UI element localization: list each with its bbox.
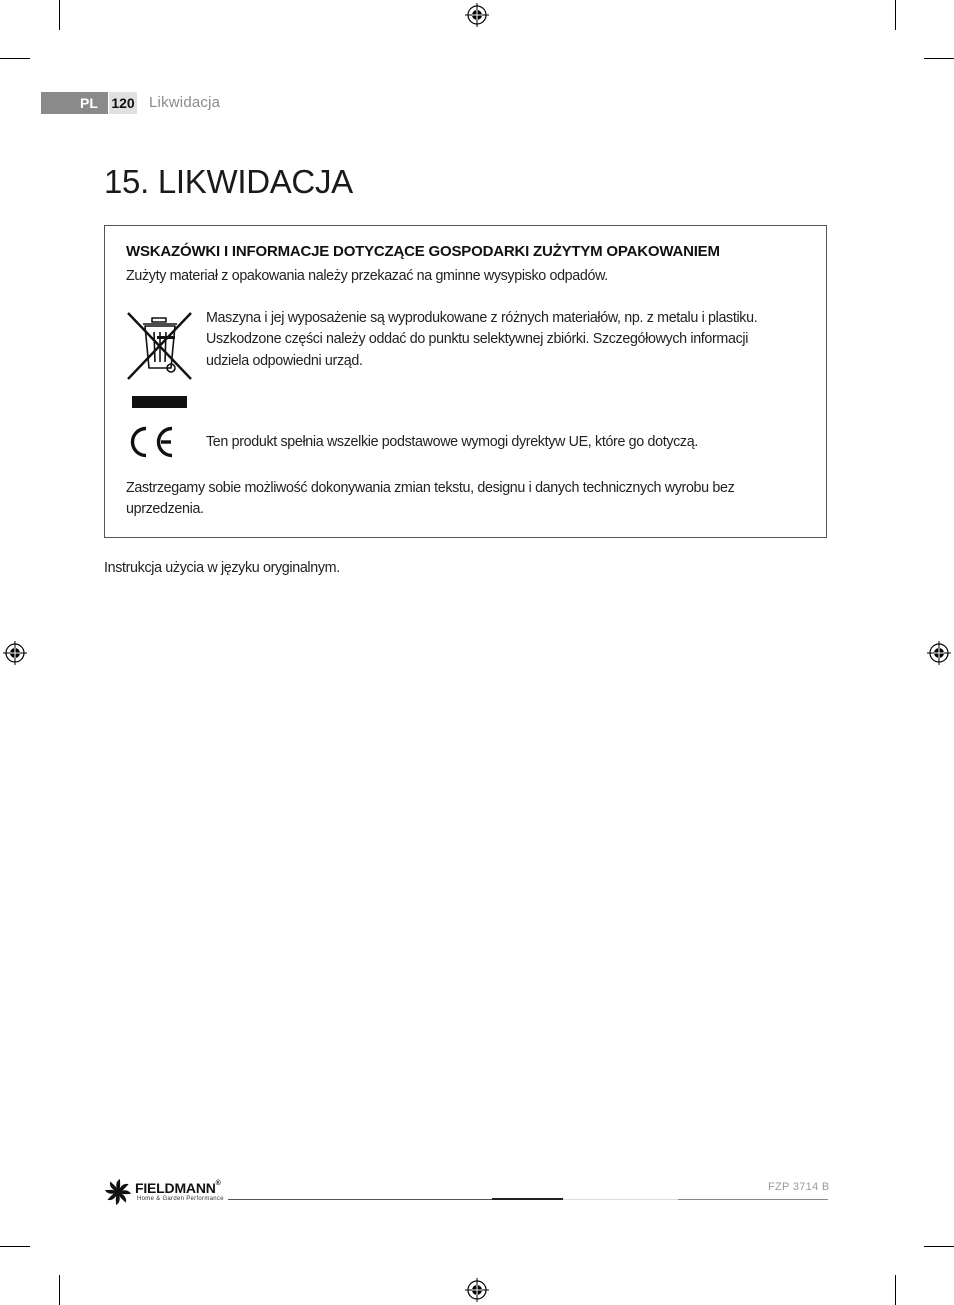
header-language: PL	[80, 95, 98, 111]
registration-mark-icon	[927, 641, 951, 665]
crop-mark	[895, 0, 896, 30]
ce-text: Ten produkt spełnia wszelkie podstawowe wymogi dyrektyw UE, które go dotyczą.	[206, 434, 698, 450]
page-title: 15. LIKWIDACJA	[104, 163, 353, 200]
brand-name	[135, 1180, 221, 1196]
weee-text-line: Maszyna i jej wyposażenie są wyprodukowane z różnych materiałów, np. z metalu i plastiku.	[206, 310, 758, 326]
registration-mark-icon	[465, 3, 489, 27]
brand-tagline: Home & Garden Performance	[137, 1196, 224, 1202]
footer-rule	[492, 1198, 563, 1200]
weee-underline-bar	[132, 396, 187, 408]
crop-mark	[59, 0, 60, 30]
registration-mark-icon	[465, 1278, 489, 1302]
original-language-note: Instrukcja użycia w języku oryginalnym.	[104, 560, 340, 576]
notice-heading: WSKAZÓWKI I INFORMACJE DOTYCZĄCE GOSPODARKI ZUŻYTYM OPAKOWANIEM	[126, 243, 720, 260]
ce-mark-icon	[125, 424, 175, 460]
crop-mark	[895, 1275, 896, 1305]
model-number: FZP 3714 B	[768, 1181, 830, 1193]
brand-name-text: FIELDMANN	[135, 1180, 216, 1196]
crop-mark	[0, 58, 30, 59]
crop-mark	[924, 1246, 954, 1247]
crop-mark	[924, 58, 954, 59]
weee-text-line: Uszkodzone części należy oddać do punktu selektywnej zbiórki. Szczegółowych informacji	[206, 331, 749, 347]
crossed-out-wheelie-bin-icon	[125, 310, 195, 382]
registration-mark-icon	[3, 641, 27, 665]
fieldmann-logo-icon	[103, 1177, 133, 1207]
header-section-title: Likwidacja	[149, 94, 221, 111]
footer-rule	[678, 1199, 828, 1200]
packaging-text: Zużyty materiał z opakowania należy przekazać na gminne wysypisko odpadów.	[126, 268, 608, 284]
footer-rule	[563, 1199, 678, 1200]
footer-rule	[228, 1199, 492, 1200]
crop-mark	[0, 1246, 30, 1247]
reserve-text-line: uprzedzenia.	[126, 501, 204, 517]
reserve-text-line: Zastrzegamy sobie możliwość dokonywania zmian tekstu, designu i danych technicznych wyrobu bez	[126, 480, 735, 496]
crop-mark	[59, 1275, 60, 1305]
weee-text-line: udziela odpowiedni urząd.	[206, 353, 363, 369]
trademark-symbol: ®	[215, 1180, 221, 1187]
page-number: 120	[109, 92, 137, 114]
